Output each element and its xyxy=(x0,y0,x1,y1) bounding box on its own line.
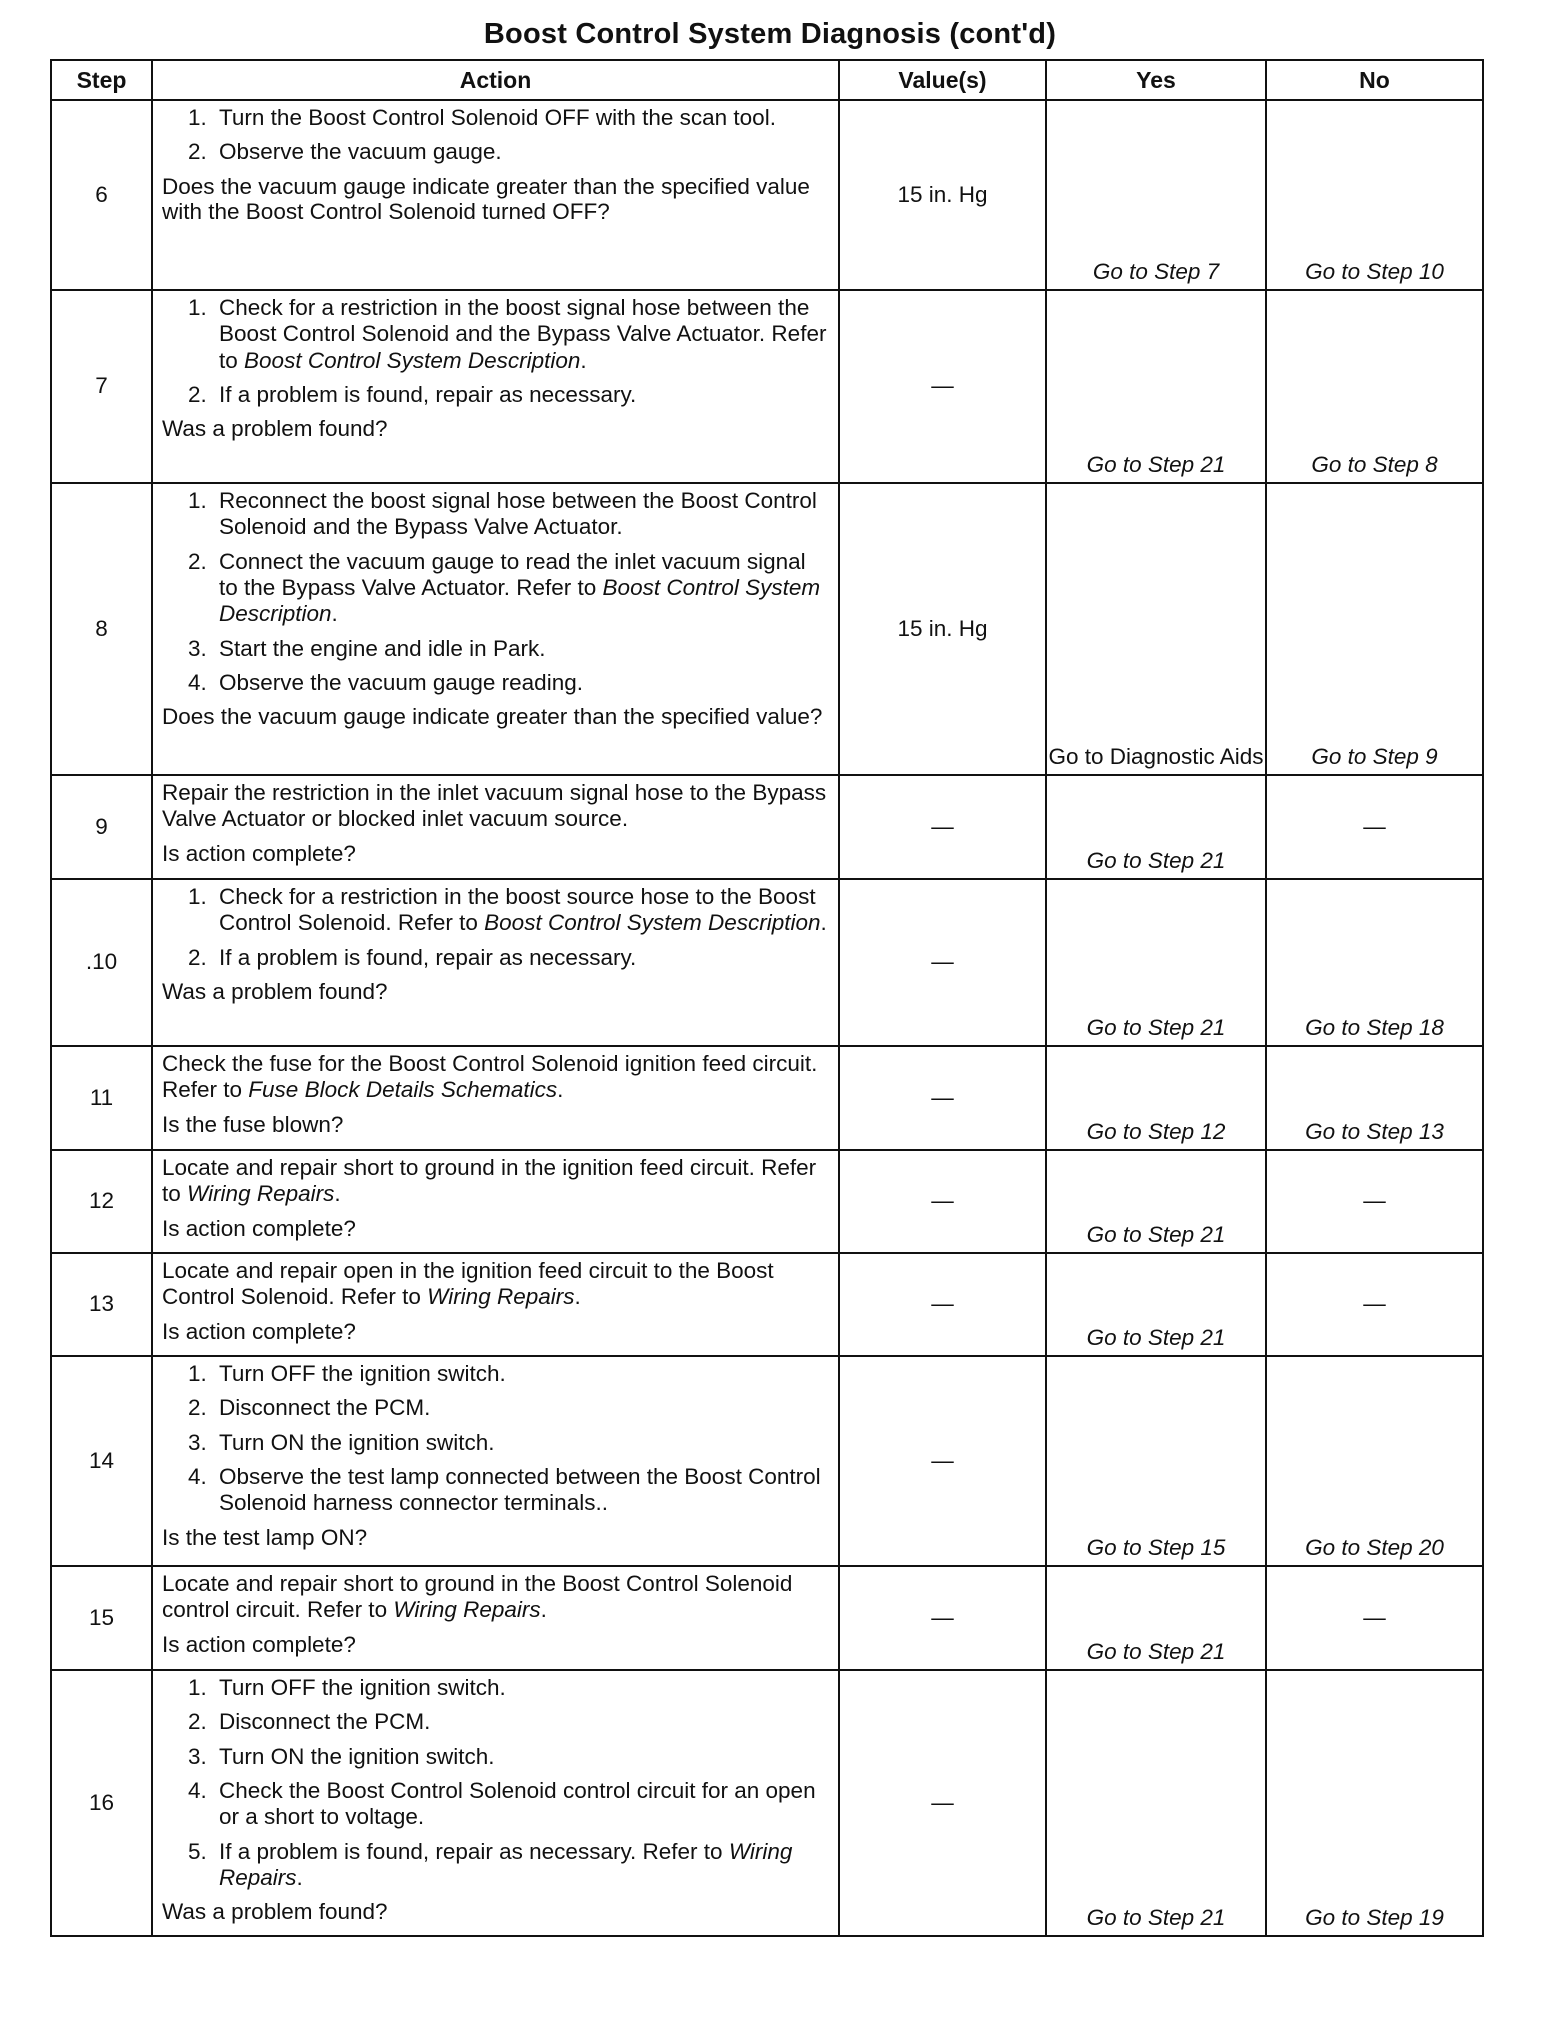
no-cell: — xyxy=(1266,1566,1483,1670)
no-cell: Go to Step 20 xyxy=(1266,1356,1483,1566)
step-number: 6 xyxy=(51,100,152,290)
step-number: 8 xyxy=(51,483,152,775)
step-number: 14 xyxy=(51,1356,152,1566)
action-text: Turn OFF the ignition switch. xyxy=(219,1675,506,1700)
value-cell: 15 in. Hg xyxy=(839,100,1046,290)
page-title: Boost Control System Diagnosis (cont'd) xyxy=(483,18,1057,50)
value-cell: — xyxy=(839,1566,1046,1670)
yes-cell: Go to Step 21 xyxy=(1046,1670,1266,1936)
action-cell: 1. Reconnect the boost signal hose between the Boost Control Solenoid and the Bypass Valve Actuator. 2. Connect the vacuum gauge to read the inlet vacuum signal to the Bypass Valve Actuator. Refer to Boost Control System Description. 3. Start the engine and idle in Park. 4. Observe the vacuum gauge reading. Does the vacuum gauge indicate greater than the specified value? xyxy=(152,483,839,775)
value-cell: — xyxy=(839,879,1046,1046)
step-number: 9 xyxy=(51,775,152,879)
value-cell: 15 in. Hg xyxy=(839,483,1046,775)
table-row xyxy=(51,1356,1483,1566)
action-cell: Check the fuse for the Boost Control Solenoid ignition feed circuit. Refer to Fuse Block Details Schematics. Is the fuse blown? xyxy=(152,1046,839,1150)
action-text: Observe the vacuum gauge. xyxy=(219,139,502,165)
action-cell xyxy=(152,775,839,879)
action-cell: 1. Check for a restriction in the boost signal hose between the Boost Control Solenoid and the Bypass Valve Actuator. Refer to Boost Control System Description. 2. If a problem is found, repair as necessary. Was a problem found? xyxy=(152,290,839,483)
reference-text: Boost Control System Description xyxy=(219,574,821,627)
reference-text: Wiring Repairs xyxy=(427,1284,575,1310)
value-cell: — xyxy=(839,775,1046,879)
yes-cell: Go to Step 21 xyxy=(1046,1150,1266,1253)
action-text: Turn ON the ignition switch. xyxy=(219,1429,495,1455)
table-row xyxy=(51,100,1483,290)
yes-cell: Go to Step 21 xyxy=(1046,1253,1266,1356)
no-cell: Go to Step 8 xyxy=(1266,290,1483,483)
action-text: Turn OFF the ignition switch. xyxy=(219,1361,506,1386)
action-text: Observe the test lamp connected between the Boost Control Solenoid harness connector terminals.. xyxy=(219,1463,821,1516)
reference-text: Fuse Block Details Schematics xyxy=(248,1077,558,1103)
action-text: Check the fuse for the Boost Control Solenoid ignition feed circuit. Refer to xyxy=(162,1051,818,1103)
step-number: 7 xyxy=(51,290,152,483)
reference-text: Wiring Repairs xyxy=(219,1838,793,1890)
step-number: 12 xyxy=(51,1150,152,1253)
value-cell: — xyxy=(839,1150,1046,1253)
no-cell: — xyxy=(1266,1150,1483,1253)
question-text: Is action complete? xyxy=(162,1318,356,1344)
header-yes: Yes xyxy=(1046,60,1266,100)
action-cell: Locate and repair open in the ignition feed circuit to the Boost Control Solenoid. Refer to Wiring Repairs. Is action complete? xyxy=(152,1253,839,1356)
question-text: Was a problem found? xyxy=(162,1899,388,1925)
step-number: 13 xyxy=(51,1253,152,1356)
action-text: Reconnect the boost signal hose between the Boost Control Solenoid and the Bypass Valve Actuator. xyxy=(219,488,817,540)
diagnosis-table xyxy=(50,59,1484,1937)
table-row xyxy=(51,1150,1483,1253)
reference-text: Wiring Repairs xyxy=(187,1181,335,1207)
yes-cell: Go to Step 21 xyxy=(1046,1566,1266,1670)
no-cell: Go to Step 18 xyxy=(1266,879,1483,1046)
action-text: Disconnect the PCM. xyxy=(219,1395,431,1421)
question-text: Is the test lamp ON? xyxy=(162,1524,368,1550)
table-row xyxy=(51,1566,1483,1670)
value-cell: — xyxy=(839,290,1046,483)
action-text: Check for a restriction in the boost signal hose between the Boost Control Solenoid and the Bypass Valve Actuator. Refer to xyxy=(219,295,827,373)
action-text: Locate and repair short to ground in the Boost Control Solenoid control circuit. Refer to xyxy=(162,1571,793,1623)
question-text: Is action complete? xyxy=(162,1215,356,1241)
table-row xyxy=(51,1253,1483,1356)
action-text: Turn the Boost Control Solenoid OFF with the scan tool. xyxy=(219,105,776,130)
action-text: Turn ON the ignition switch. xyxy=(219,1743,495,1769)
question-text: Does the vacuum gauge indicate greater than the specified value? xyxy=(162,704,823,730)
yes-cell: Go to Step 7 xyxy=(1046,100,1266,290)
no-cell: — xyxy=(1266,1253,1483,1356)
value-cell: — xyxy=(839,1670,1046,1936)
no-cell: Go to Step 19 xyxy=(1266,1670,1483,1936)
yes-cell: Go to Step 12 xyxy=(1046,1046,1266,1150)
action-text: Disconnect the PCM. xyxy=(219,1709,431,1735)
no-cell: Go to Step 13 xyxy=(1266,1046,1483,1150)
question-text: Is the fuse blown? xyxy=(162,1111,344,1137)
action-text: If a problem is found, repair as necessary. xyxy=(219,944,637,970)
header-row xyxy=(51,60,1483,100)
value-cell: — xyxy=(839,1253,1046,1356)
no-cell: Go to Step 9 xyxy=(1266,483,1483,775)
table-row xyxy=(51,483,1483,775)
action-text: Locate and repair open in the ignition feed circuit to the Boost Control Solenoid. Refer to xyxy=(162,1258,774,1310)
step-number: 16 xyxy=(51,1670,152,1936)
action-cell: 1. Turn the Boost Control Solenoid OFF with the scan tool. 2. Observe the vacuum gauge. Does the vacuum gauge indicate greater than the specified value with the Boost Control Solenoid turned OFF? xyxy=(152,100,839,290)
action-cell: Locate and repair short to ground in the ignition feed circuit. Refer to Wiring Repairs. Is action complete? xyxy=(152,1150,839,1253)
step-number: .10 xyxy=(51,879,152,1046)
action-cell: 1. Turn OFF the ignition switch. 2. Disconnect the PCM. 3. Turn ON the ignition switch. 4. Check the Boost Control Solenoid control circuit for an open or a short to voltage. 5. If a problem is found, repair as necessary. Refer to Wiring Repairs. Was a problem found? xyxy=(152,1670,839,1936)
action-text: If a problem is found, repair as necessary. xyxy=(219,381,637,407)
reference-text: Boost Control System Description xyxy=(484,910,821,936)
question-text: Is action complete? xyxy=(162,1631,356,1657)
no-cell: Go to Step 10 xyxy=(1266,100,1483,290)
action-text: Observe the vacuum gauge reading. xyxy=(219,669,583,695)
action-text: Locate and repair short to ground in the ignition feed circuit. Refer to xyxy=(162,1155,817,1207)
action-text: Connect the vacuum gauge to read the inlet vacuum signal to the Bypass Valve Actuator. Refer to xyxy=(219,548,806,600)
table-row xyxy=(51,775,1483,879)
header-step: Step xyxy=(51,60,152,100)
reference-text: Wiring Repairs xyxy=(393,1597,541,1623)
yes-cell: Go to Step 21 xyxy=(1046,290,1266,483)
yes-cell: Go to Step 21 xyxy=(1046,879,1266,1046)
action-text: Repair the restriction in the inlet vacuum signal hose to the Bypass Valve Actuator or blocked inlet vacuum source. xyxy=(162,780,827,832)
step-number: 15 xyxy=(51,1566,152,1670)
action-cell: 1. Turn OFF the ignition switch. 2. Disconnect the PCM. 3. Turn ON the ignition switch. 4. Observe the test lamp connected between the Boost Control Solenoid harness connector terminals.. Is the test lamp ON? xyxy=(152,1356,839,1566)
table-row xyxy=(51,879,1483,1046)
yes-cell: Go to Step 15 xyxy=(1046,1356,1266,1566)
reference-text: Boost Control System Description xyxy=(244,347,581,373)
step-number: 11 xyxy=(51,1046,152,1150)
question-text: Is action complete? xyxy=(162,840,356,866)
table-row xyxy=(51,1670,1483,1936)
question-text: Does the vacuum gauge indicate greater than the specified value with the Boost Control Solenoid turned OFF? xyxy=(162,173,810,224)
header-action: Action xyxy=(152,60,839,100)
table-row xyxy=(51,290,1483,483)
question-text: Was a problem found? xyxy=(162,978,388,1004)
action-text: Start the engine and idle in Park. xyxy=(219,635,546,661)
header-no: No xyxy=(1266,60,1483,100)
header-values: Value(s) xyxy=(839,60,1046,100)
value-cell: — xyxy=(839,1046,1046,1150)
action-cell: Locate and repair short to ground in the Boost Control Solenoid control circuit. Refer to Wiring Repairs. Is action complete? xyxy=(152,1566,839,1670)
value-cell: — xyxy=(839,1356,1046,1566)
no-cell: — xyxy=(1266,775,1483,879)
action-text: Check for a restriction in the boost source hose to the Boost Control Solenoid. Refer to xyxy=(219,884,816,936)
table-row xyxy=(51,1046,1483,1150)
action-text: Check the Boost Control Solenoid control circuit for an open or a short to voltage. xyxy=(219,1777,816,1830)
action-text: If a problem is found, repair as necessary. Refer to xyxy=(219,1838,729,1864)
action-cell: 1. Check for a restriction in the boost source hose to the Boost Control Solenoid. Refer to Boost Control System Description. 2. If a problem is found, repair as necessary. Was a problem found? xyxy=(152,879,839,1046)
yes-cell: Go to Diagnostic Aids xyxy=(1046,483,1266,775)
question-text: Was a problem found? xyxy=(162,416,388,442)
yes-cell: Go to Step 21 xyxy=(1046,775,1266,879)
